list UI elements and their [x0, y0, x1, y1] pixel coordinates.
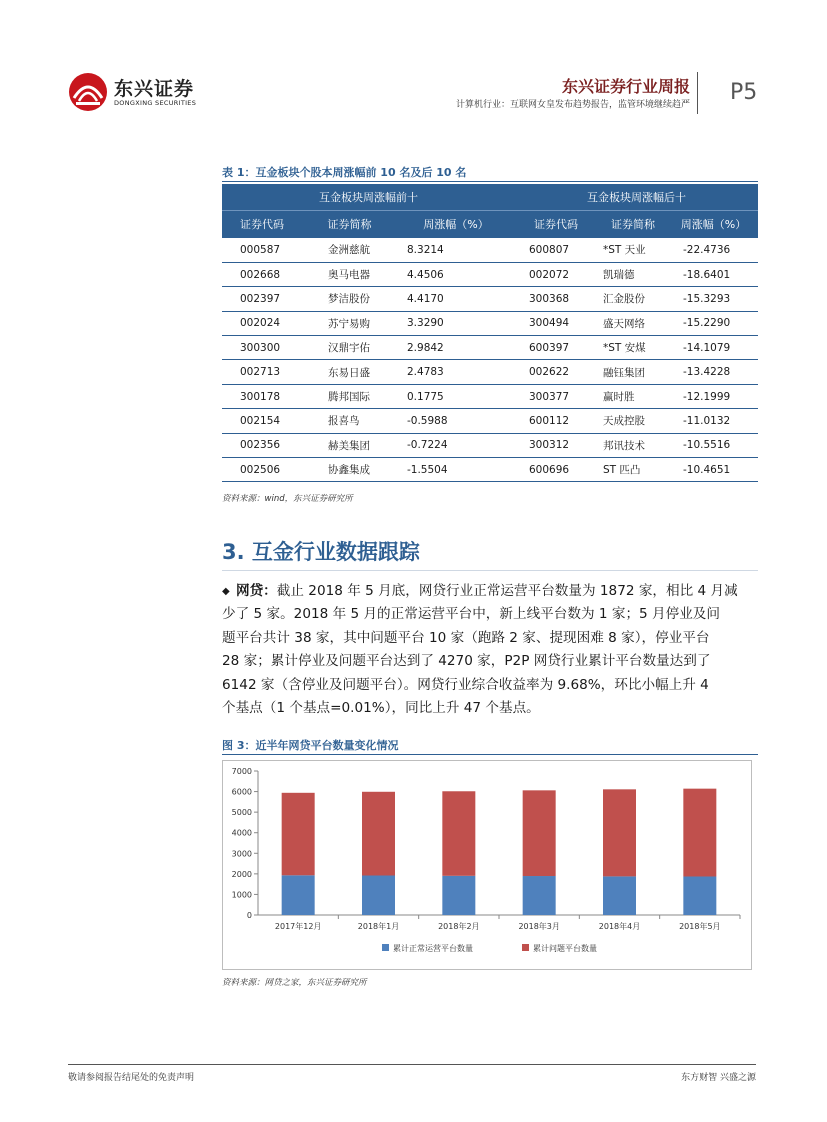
bar-problem-platforms — [282, 793, 315, 875]
section-paragraph — [222, 580, 762, 720]
y-tick-label: 3000 — [231, 849, 252, 859]
table-cell: 000587 — [222, 238, 302, 262]
table-cell: -10.4651 — [669, 458, 758, 482]
table-cell: 002072 — [515, 262, 597, 286]
table-row — [222, 360, 758, 384]
figure-source-note: 资料来源：网贷之家，东兴证券研究所 — [222, 978, 367, 988]
table-cell: 奥马电器 — [302, 262, 397, 286]
footer-slogan: 东方财智 兴盛之源 — [681, 1073, 756, 1083]
x-tick-label: 2018年2月 — [438, 922, 480, 931]
paragraph-line: 题平台共计 38 家，其中问题平台 10 家（跑路 2 家、提现困难 8 家），停业平台 — [222, 629, 710, 646]
table-row — [222, 409, 758, 433]
table-cell: 2.9842 — [397, 336, 515, 360]
bullet-icon: ◆ — [222, 586, 230, 597]
table-cell: 8.3214 — [397, 238, 515, 262]
x-tick-label: 2018年5月 — [679, 922, 721, 931]
legend-swatch — [522, 944, 529, 951]
table-cell: 300312 — [515, 433, 597, 457]
report-subtitle: 计算机行业：互联网女皇发布趋势报告，监管环境继续趋严 — [455, 100, 690, 110]
table-cell: -18.6401 — [669, 262, 758, 286]
logo-english-name: DONGXING SECURITIES — [114, 99, 197, 107]
footer-rule — [68, 1064, 756, 1065]
table-body — [222, 238, 758, 482]
table-cell: 赢时胜 — [597, 384, 669, 408]
paragraph-line: 28 家；累计停业及问题平台达到了 4270 家，P2P 网贷行业累计平台数量达到了 — [222, 653, 711, 670]
paragraph-lead: 网贷： — [236, 583, 277, 599]
table-cell: 002506 — [222, 458, 302, 482]
stock-change-table — [222, 184, 758, 482]
table-cell: 600696 — [515, 458, 597, 482]
table-cell: 600112 — [515, 409, 597, 433]
table-cell: 300377 — [515, 384, 597, 408]
table-cell: 4.4170 — [397, 287, 515, 311]
table-cell: 汉鼎宇佑 — [302, 336, 397, 360]
dongxing-logo-icon — [68, 72, 108, 112]
legend-swatch — [382, 944, 389, 951]
table-cell: 300494 — [515, 311, 597, 335]
table-cell: 腾邦国际 — [302, 384, 397, 408]
table-source-note: 资料来源：wind，东兴证券研究所 — [222, 494, 353, 504]
table-cell: -0.5988 — [397, 409, 515, 433]
table-cell: -14.1079 — [669, 336, 758, 360]
table-cell: 东易日盛 — [302, 360, 397, 384]
column-header: 周涨幅（%） — [397, 210, 515, 238]
table-cell: 4.4506 — [397, 262, 515, 286]
company-logo — [68, 72, 198, 112]
bar-normal-platforms — [362, 876, 395, 915]
bar-problem-platforms — [442, 791, 475, 876]
paragraph-line: 少了 5 家。2018 年 5 月的正常运营平台中，新上线平台数为 1 家；5 月停业及问 — [222, 606, 720, 623]
table-cell: 600807 — [515, 238, 597, 262]
table-caption: 表 1：互金板块个股本周涨幅前 10 名及后 10 名 — [222, 166, 467, 179]
table-cell: 苏宁易购 — [302, 311, 397, 335]
table-caption-rule — [222, 181, 758, 182]
paragraph-line — [222, 580, 762, 603]
table-cell: 300368 — [515, 287, 597, 311]
table-cell: 汇金股份 — [597, 287, 669, 311]
table-cell: -15.3293 — [669, 287, 758, 311]
paragraph-line: 个基点（1 个基点=0.01%），同比上升 47 个基点。 — [222, 699, 540, 716]
table-row — [222, 311, 758, 335]
table-cell: 300300 — [222, 336, 302, 360]
table-cell: 300178 — [222, 384, 302, 408]
figure-caption: 图 3：近半年网贷平台数量变化情况 — [222, 739, 399, 752]
table-cell: 2.4783 — [397, 360, 515, 384]
table-cell: -1.5504 — [397, 458, 515, 482]
legend-label: 累计问题平台数量 — [533, 944, 597, 953]
table-row — [222, 384, 758, 408]
table-cell: -12.1999 — [669, 384, 758, 408]
table-cell: -15.2290 — [669, 311, 758, 335]
y-tick-label: 7000 — [231, 767, 252, 776]
y-tick-label: 5000 — [231, 808, 252, 818]
table-cell: -13.4228 — [669, 360, 758, 384]
table-row — [222, 433, 758, 457]
legend-label: 累计正常运营平台数量 — [393, 944, 473, 953]
table-cell: 天成控股 — [597, 409, 669, 433]
table-row — [222, 262, 758, 286]
table-cell: 协鑫集成 — [302, 458, 397, 482]
table-cell: 梦洁股份 — [302, 287, 397, 311]
report-title: 东兴证券行业周报 — [561, 77, 690, 96]
table-cell: *ST 安煤 — [597, 336, 669, 360]
y-tick-label: 0 — [246, 911, 252, 920]
column-header: 证券简称 — [302, 210, 397, 238]
table-row — [222, 336, 758, 360]
paragraph-line: 6142 家（含停业及问题平台）。网贷行业综合收益率为 9.68%，环比小幅上升 4 — [222, 676, 709, 693]
footer-disclaimer: 敬请参阅报告结尾处的免责声明 — [68, 1073, 195, 1083]
bar-problem-platforms — [523, 790, 556, 876]
section-heading-rule — [222, 570, 758, 571]
page-number: P5 — [730, 80, 758, 105]
column-header: 证券代码 — [515, 210, 597, 238]
x-tick-label: 2017年12月 — [274, 922, 322, 931]
table-cell: 002154 — [222, 409, 302, 433]
header-divider — [697, 72, 698, 114]
table-cell: 赫美集团 — [302, 433, 397, 457]
table-cell: 0.1775 — [397, 384, 515, 408]
group-header-top10: 互金板块周涨幅前十 — [222, 184, 515, 210]
table-cell: 002668 — [222, 262, 302, 286]
table-cell: 报喜鸟 — [302, 409, 397, 433]
figure-caption-rule — [222, 754, 758, 755]
table-cell: 002024 — [222, 311, 302, 335]
table-cell: 3.3290 — [397, 311, 515, 335]
platform-count-chart — [222, 760, 752, 970]
table-cell: -22.4736 — [669, 238, 758, 262]
logo-chinese-name: 东兴证券 — [114, 78, 195, 100]
table-cell: 金洲慈航 — [302, 238, 397, 262]
table-cell: 002356 — [222, 433, 302, 457]
table-cell: ST 匹凸 — [597, 458, 669, 482]
bar-normal-platforms — [442, 876, 475, 915]
y-tick-label: 1000 — [231, 890, 252, 900]
table-cell: -10.5516 — [669, 433, 758, 457]
table-cell: 600397 — [515, 336, 597, 360]
bar-normal-platforms — [683, 876, 716, 915]
table-cell: -11.0132 — [669, 409, 758, 433]
x-tick-label: 2018年4月 — [598, 922, 641, 931]
y-tick-label: 6000 — [231, 787, 252, 797]
paragraph-line-text: 截止 2018 年 5 月底，网贷行业正常运营平台数量为 1872 家，相比 4 月减 — [276, 583, 738, 599]
table-cell: 融钰集团 — [597, 360, 669, 384]
table-cell: 002397 — [222, 287, 302, 311]
table-row — [222, 238, 758, 262]
bar-problem-platforms — [683, 789, 716, 877]
section-heading: 3. 互金行业数据跟踪 — [222, 540, 420, 564]
table-cell: 002622 — [515, 360, 597, 384]
table-row — [222, 287, 758, 311]
bar-normal-platforms — [603, 876, 636, 915]
column-header: 周涨幅（%） — [669, 210, 758, 238]
bar-problem-platforms — [603, 789, 636, 876]
table-cell: 002713 — [222, 360, 302, 384]
group-header-bottom10: 互金板块周涨幅后十 — [515, 184, 758, 210]
table-cell: 邦讯技术 — [597, 433, 669, 457]
table-cell: 盛天网络 — [597, 311, 669, 335]
bar-problem-platforms — [362, 792, 395, 876]
column-header: 证券代码 — [222, 210, 302, 238]
table-cell: -0.7224 — [397, 433, 515, 457]
table-cell: *ST 天业 — [597, 238, 669, 262]
table-cell: 凯瑞德 — [597, 262, 669, 286]
x-tick-label: 2018年3月 — [518, 922, 560, 931]
column-header: 证券简称 — [597, 210, 669, 238]
bar-normal-platforms — [282, 875, 315, 915]
x-tick-label: 2018年1月 — [357, 922, 400, 931]
bar-normal-platforms — [523, 876, 556, 915]
table-row — [222, 458, 758, 482]
y-tick-label: 2000 — [231, 869, 252, 879]
y-tick-label: 4000 — [231, 828, 252, 838]
